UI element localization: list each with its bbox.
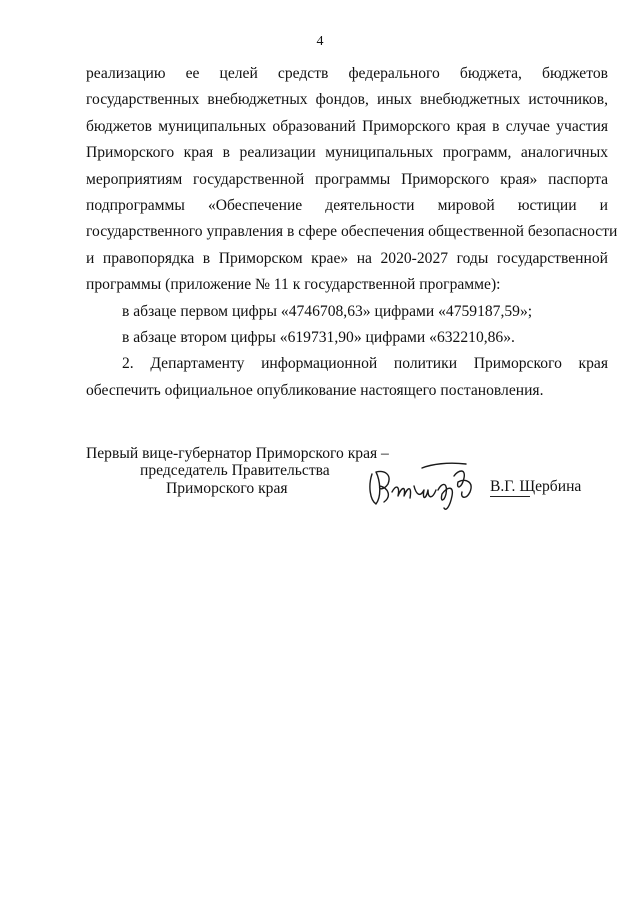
name-underline [490,496,530,497]
text-line: бюджетов муниципальных образований Приморского края в случае участия [86,117,608,135]
text-line: реализацию ее целей средств федерального бюджета, бюджетов [86,65,608,82]
paragraph-4 [86,351,608,404]
text-line: в абзаце втором цифры «619731,90» цифрами «632210,86». [122,329,515,347]
signatory-title-line1: Первый вице-губернатор Приморского края – [86,445,389,462]
paragraph-1 [86,61,618,299]
text-line: программы (приложение № 11 к государственной программе): [86,276,501,294]
handwritten-signature [362,456,490,516]
paragraph-2 [86,299,608,325]
document-body [86,61,618,404]
text-line: и правопорядка в Приморском крае» на 2020-2027 годы государственной [86,249,608,267]
text-line: подпрограммы «Обеспечение деятельности мировой юстиции и [86,197,608,215]
text-line: государственного управления в сфере обеспечения общественной безопасности [86,223,618,241]
signatory-title-line2: председатель Правительства [140,462,330,479]
page-number: 4 [316,34,324,49]
text-line: Приморского края в реализации муниципальных программ, аналогичных [86,144,608,162]
text-line: государственных внебюджетных фондов, иных внебюджетных источников, [86,91,608,109]
text-line: мероприятиям государственной программы Приморского края» паспорта [86,170,608,188]
signatory-title-line3: Приморского края [166,480,288,497]
signatory-name: В.Г. Щербина [490,478,582,495]
text-line: 2. Департаменту информационной политики Приморского края [122,355,608,373]
text-line: в абзаце первом цифры «4746708,63» цифрами «4759187,59»; [122,302,533,320]
paragraph-3 [86,325,608,351]
text-line: обеспечить официальное опубликование настоящего постановления. [86,381,544,399]
